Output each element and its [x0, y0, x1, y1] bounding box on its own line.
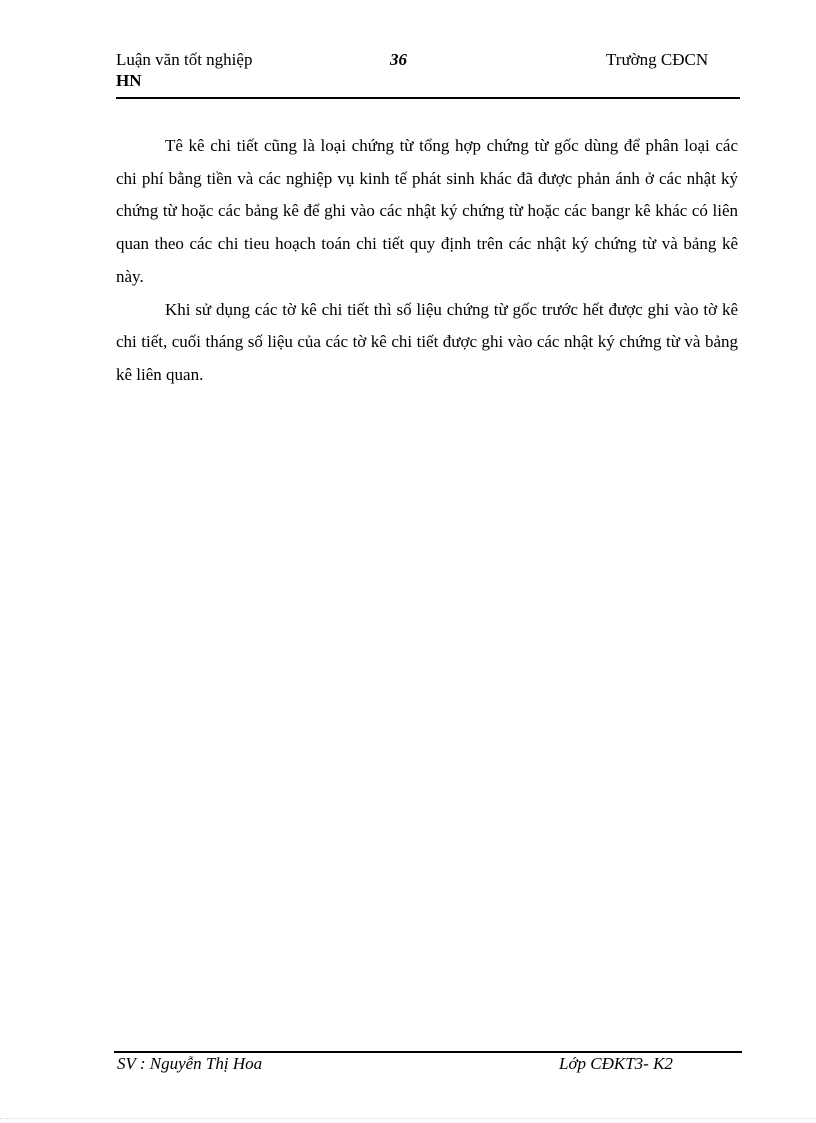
page-header [116, 48, 738, 98]
header-divider [116, 97, 740, 99]
class-name: Lớp CĐKT3- K2 [559, 1054, 673, 1073]
paragraph-2: Khi sử dụng các tờ kê chi tiết thì số liệu chứng từ gốc trước hết được ghi vào tờ kê chi tiết, cuối tháng số liệu của các tờ kê chi tiết được ghi vào các nhật ký chứng từ và bảng kê liên quan. [116, 299, 738, 384]
footer-divider [114, 1051, 742, 1053]
thesis-label: Luận văn tốt nghiệp [116, 50, 253, 69]
body-text [116, 130, 738, 392]
page-number: 36 [390, 50, 407, 69]
page-bottom-edge [0, 1118, 816, 1119]
student-name: SV : Nguyễn Thị Hoa [117, 1054, 263, 1073]
paragraph-1: Tê kê chi tiết cũng là loại chứng từ tổng hợp chứng từ gốc dùng để phân loại các chi phí bằng tiền và các nghiệp vụ kinh tế phát sinh khác đã được phản ánh ở các nhật ký chứng từ hoặc các bảng kê để ghi vào các nhật ký chứng từ hoặc các bangr kê khác có liên quan theo các chi tieu hoạch toán chi tiết quy định trên các nhật ký chứng từ và bảng kê này. [116, 136, 738, 286]
school-name-continuation: HN [116, 71, 142, 90]
school-name: Trường CĐCN [606, 50, 709, 69]
